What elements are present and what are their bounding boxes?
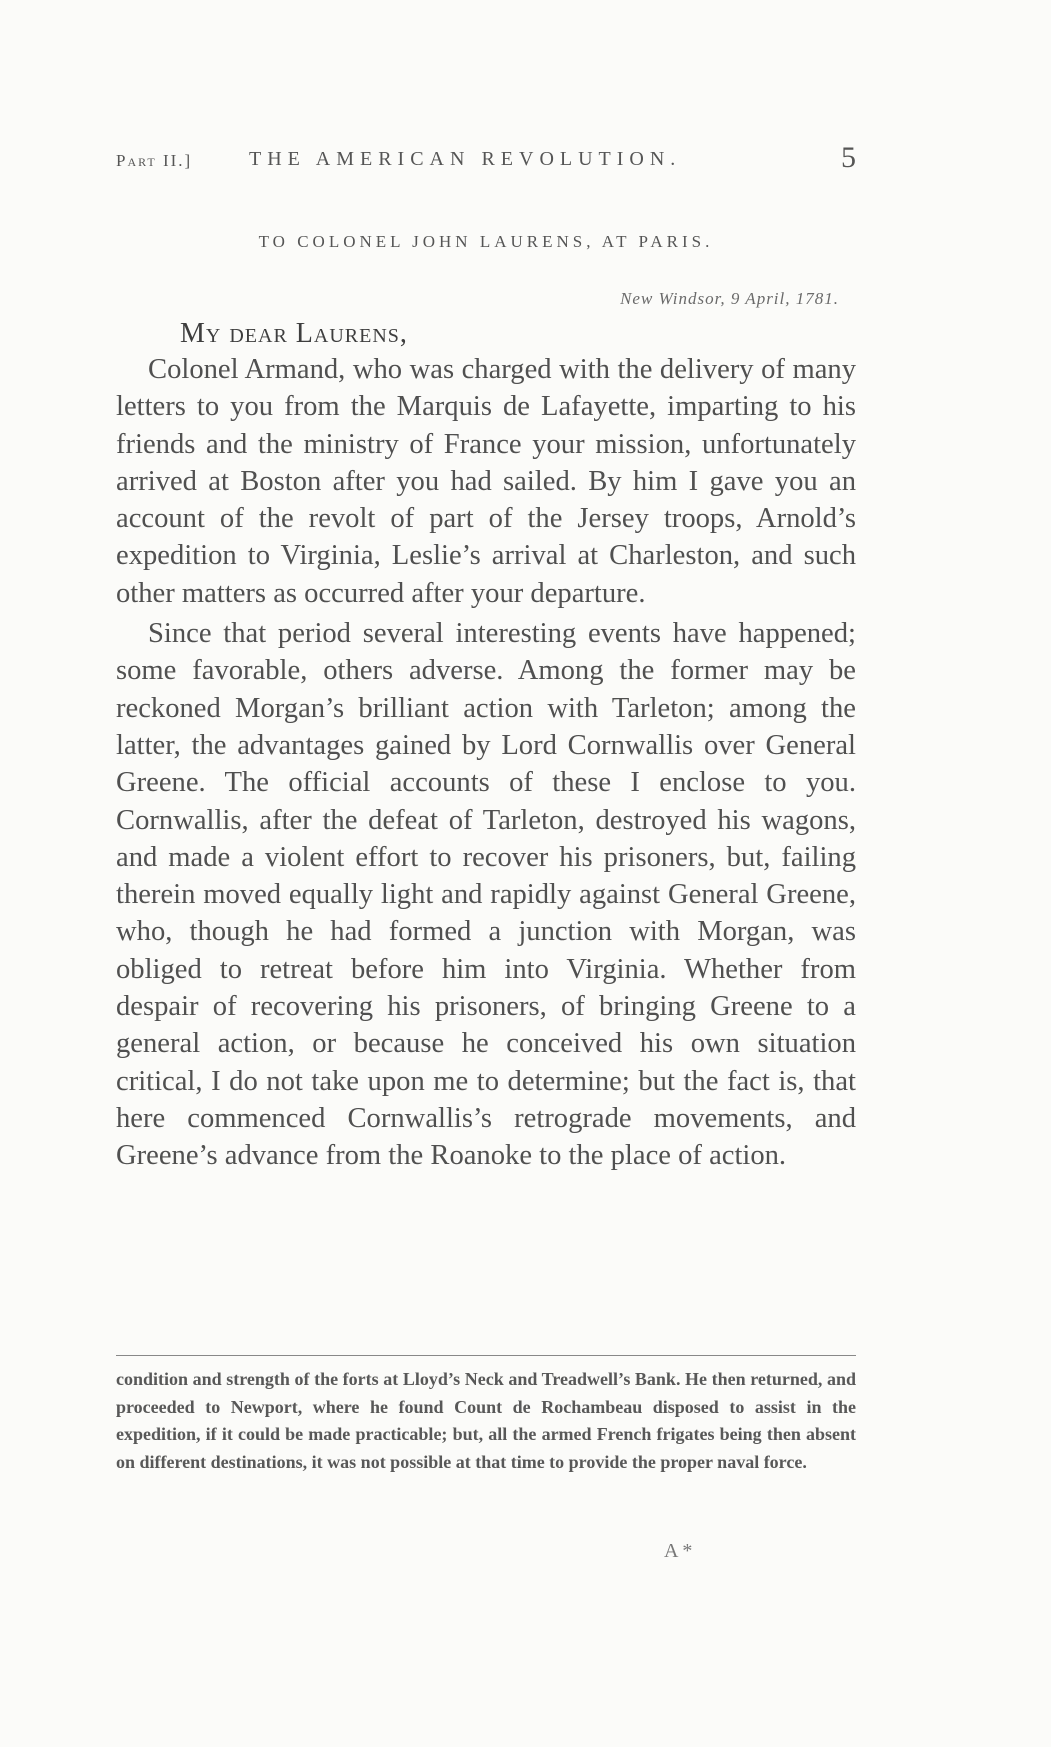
letter-dateline: New Windsor, 9 April, 1781.	[620, 289, 839, 308]
letter-body	[116, 351, 856, 1175]
running-head-title: THE AMERICAN REVOLUTION.	[249, 148, 682, 170]
running-head-part: Part II.]	[116, 151, 193, 170]
letter-heading: TO COLONEL JOHN LAURENS, AT PARIS.	[258, 232, 714, 251]
body-paragraph-2: Since that period several interesting events have happened; some favorable, others adverse. Among the former may be reckoned Morgan’s brilliant action with Tarleton; among the latter, the advantages gained by Lord Cornwallis over General Greene. The official accounts of these I enclose to you. Cornwallis, after the defeat of Tarleton, destroyed his wagons, and made a violent effort to recover his prisoners, but, failing therein moved equally light and rapidly against General Greene, who, though he had formed a junction with Morgan, was obliged to retreat before him into Virginia. Whether from despair of recovering his prisoners, of bringing Greene to a general action, or because he conceived his own situation critical, I do not take upon me to determine; but the fact is, that here commenced Cornwallis’s retrograde movements, and Greene’s advance from the Roanoke to the place of action.	[116, 618, 856, 1172]
footnote: condition and strength of the forts at Lloyd’s Neck and Treadwell’s Bank. He then returned, and proceeded to Newport, where he found Count de Rochambeau disposed to assist in the expedition, if it could be made practicable; but, all the armed French frigates being then absent on different destinations, it was not possible at that time to provide the proper naval force.	[116, 1369, 856, 1472]
body-paragraph-1: Colonel Armand, who was charged with the delivery of many letters to you from the Marquis de Lafayette, imparting to his friends and the ministry of France your mission, unfortunately arrived at Boston after you had sailed. By him I gave you an account of the revolt of part of the Jersey troops, Arnold’s expedition to Virginia, Leslie’s arrival at Charleston, and such other matters as occurred after your departure.	[116, 354, 856, 609]
page-number: 5	[841, 141, 856, 174]
letter-salutation: My dear Laurens,	[180, 318, 408, 349]
footnote-rule	[116, 1355, 856, 1356]
running-head	[116, 141, 856, 175]
signature-mark: A *	[664, 1540, 693, 1562]
